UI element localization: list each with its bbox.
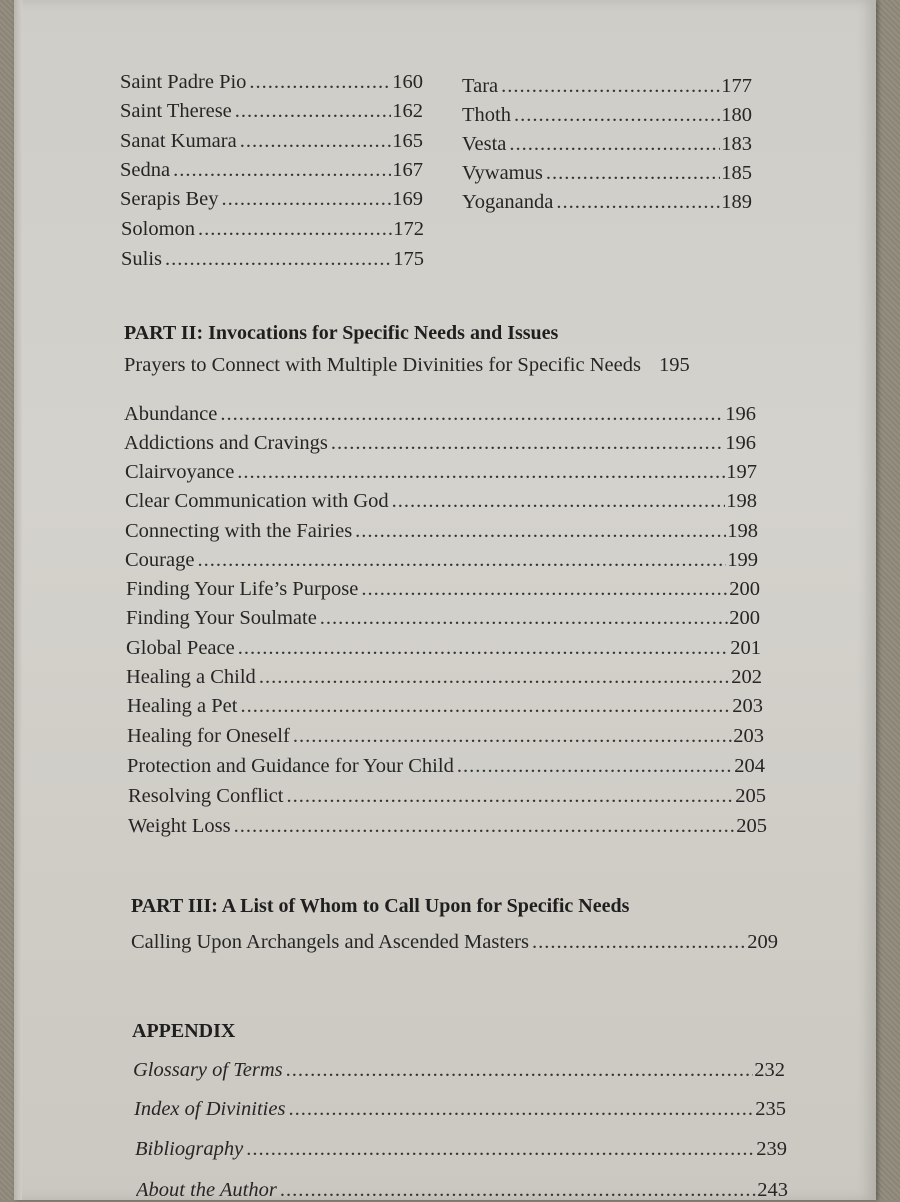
toc-entry: About the Author ..... 243 bbox=[136, 1178, 788, 1202]
toc-entry: Saint Padre Pio ..... 160 bbox=[120, 70, 423, 94]
toc-entry: Sanat Kumara ..... 165 bbox=[120, 129, 423, 153]
toc-entry: Index of Divinities ..... 235 bbox=[134, 1097, 786, 1121]
appendix-heading: APPENDIX bbox=[132, 1020, 236, 1042]
toc-entry: Connecting with the Fairies ..... 198 bbox=[125, 519, 758, 543]
toc-entry: Vywamus ..... 185 bbox=[462, 161, 752, 185]
toc-entry: Clear Communication with God ..... 198 bbox=[125, 489, 757, 513]
toc-entry: Abundance ..... 196 bbox=[124, 402, 756, 426]
toc-entry: Healing a Pet ..... 203 bbox=[127, 694, 763, 718]
toc-entry: Healing for Oneself ..... 203 bbox=[127, 724, 764, 748]
toc-entry: Serapis Bey ..... 169 bbox=[120, 187, 423, 211]
toc-entry: Thoth ..... 180 bbox=[462, 103, 752, 127]
toc-entry: Calling Upon Archangels and Ascended Masters ..... 209 bbox=[131, 930, 778, 954]
toc-entry: Sedna ..... 167 bbox=[120, 158, 423, 182]
part-subtitle: Prayers to Connect with Multiple Divinities for Specific Needs 195 bbox=[124, 354, 690, 376]
toc-entry: Sulis ..... 175 bbox=[121, 247, 424, 271]
toc-entry: Glossary of Terms ..... 232 bbox=[133, 1058, 785, 1082]
toc-entry: Finding Your Soulmate ..... 200 bbox=[126, 606, 760, 630]
toc-entry: Clairvoyance ..... 197 bbox=[125, 460, 757, 484]
toc-entry: Weight Loss ..... 205 bbox=[128, 814, 767, 838]
toc-entry: Protection and Guidance for Your Child ..... 204 bbox=[127, 754, 765, 778]
toc-entry: Saint Therese ..... 162 bbox=[120, 99, 423, 123]
toc-entry: Vesta ..... 183 bbox=[462, 132, 752, 156]
part-heading: PART II: Invocations for Specific Needs and Issues bbox=[124, 322, 559, 344]
toc-entry: Courage ..... 199 bbox=[125, 548, 758, 572]
toc-entry: Healing a Child ..... 202 bbox=[126, 665, 762, 689]
toc-entry: Solomon ..... 172 bbox=[121, 217, 424, 241]
toc-entry: Global Peace ..... 201 bbox=[126, 636, 761, 660]
toc-entry: Tara ..... 177 bbox=[462, 74, 752, 98]
part-heading: PART III: A List of Whom to Call Upon for Specific Needs bbox=[131, 895, 630, 917]
toc-entry: Bibliography ..... 239 bbox=[135, 1137, 787, 1161]
toc-entry: Finding Your Life’s Purpose ..... 200 bbox=[126, 577, 760, 601]
toc-entry: Addictions and Cravings ..... 196 bbox=[124, 431, 756, 455]
toc-entry: Resolving Conflict ..... 205 bbox=[128, 784, 766, 808]
toc-entry: Yogananda ..... 189 bbox=[462, 190, 752, 214]
